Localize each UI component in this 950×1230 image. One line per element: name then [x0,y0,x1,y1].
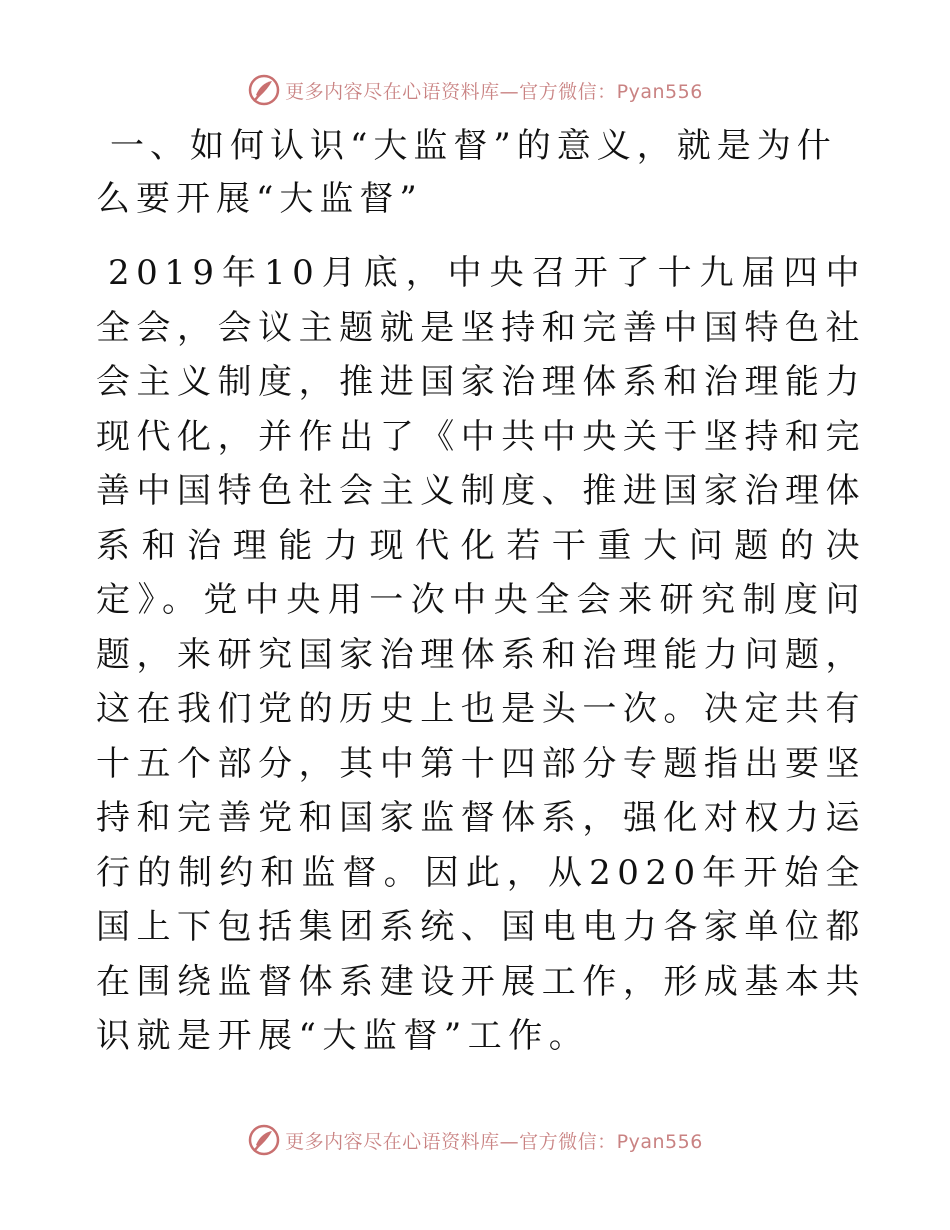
watermark-text [285,1127,703,1154]
watermark-separator: — [499,80,520,103]
watermark-text [285,77,703,104]
pen-seal-logo-icon [247,1123,281,1157]
pen-seal-logo-icon [247,73,281,107]
watermark-sub: 官方微信：Pyan556 [519,1130,703,1153]
watermark-sub: 官方微信：Pyan556 [519,80,703,103]
section-heading: 一、如何认识“大监督”的意义，就是为什么要开展“大监督” [96,126,837,219]
watermark-main: 更多内容尽在心语资料库 [285,1130,500,1153]
header-watermark [0,70,950,110]
footer-watermark [0,1120,950,1160]
watermark-separator: — [499,1130,520,1153]
watermark-main: 更多内容尽在心语资料库 [285,80,500,103]
document-content [96,120,866,1064]
body-paragraph: 2019年10月底，中央召开了十九届四中全会，会议主题就是坚持和完善中国特色社会主义制度，推进国家治理体系和治理能力现代化，并作出了《中共中央关于坚持和完善中国特色社会主义制度、推进国家治理体系和治理能力现代化若干重大问题的决定》。党中央用一次中央全会来研究制度问题，来研究国家治理体系和治理能力问题，这在我们党的历史上也是头一次。决定共有十五个部分，其中第十四部分专题指出要坚持和完善党和国家监督体系，强化对权力运行的制约和监督。因此，从2020年开始全国上下包括集团系统、国电电力各家单位都在围绕监督体系建设开展工作，形成基本共识就是开展“大监督”工作。 [96,253,866,1056]
